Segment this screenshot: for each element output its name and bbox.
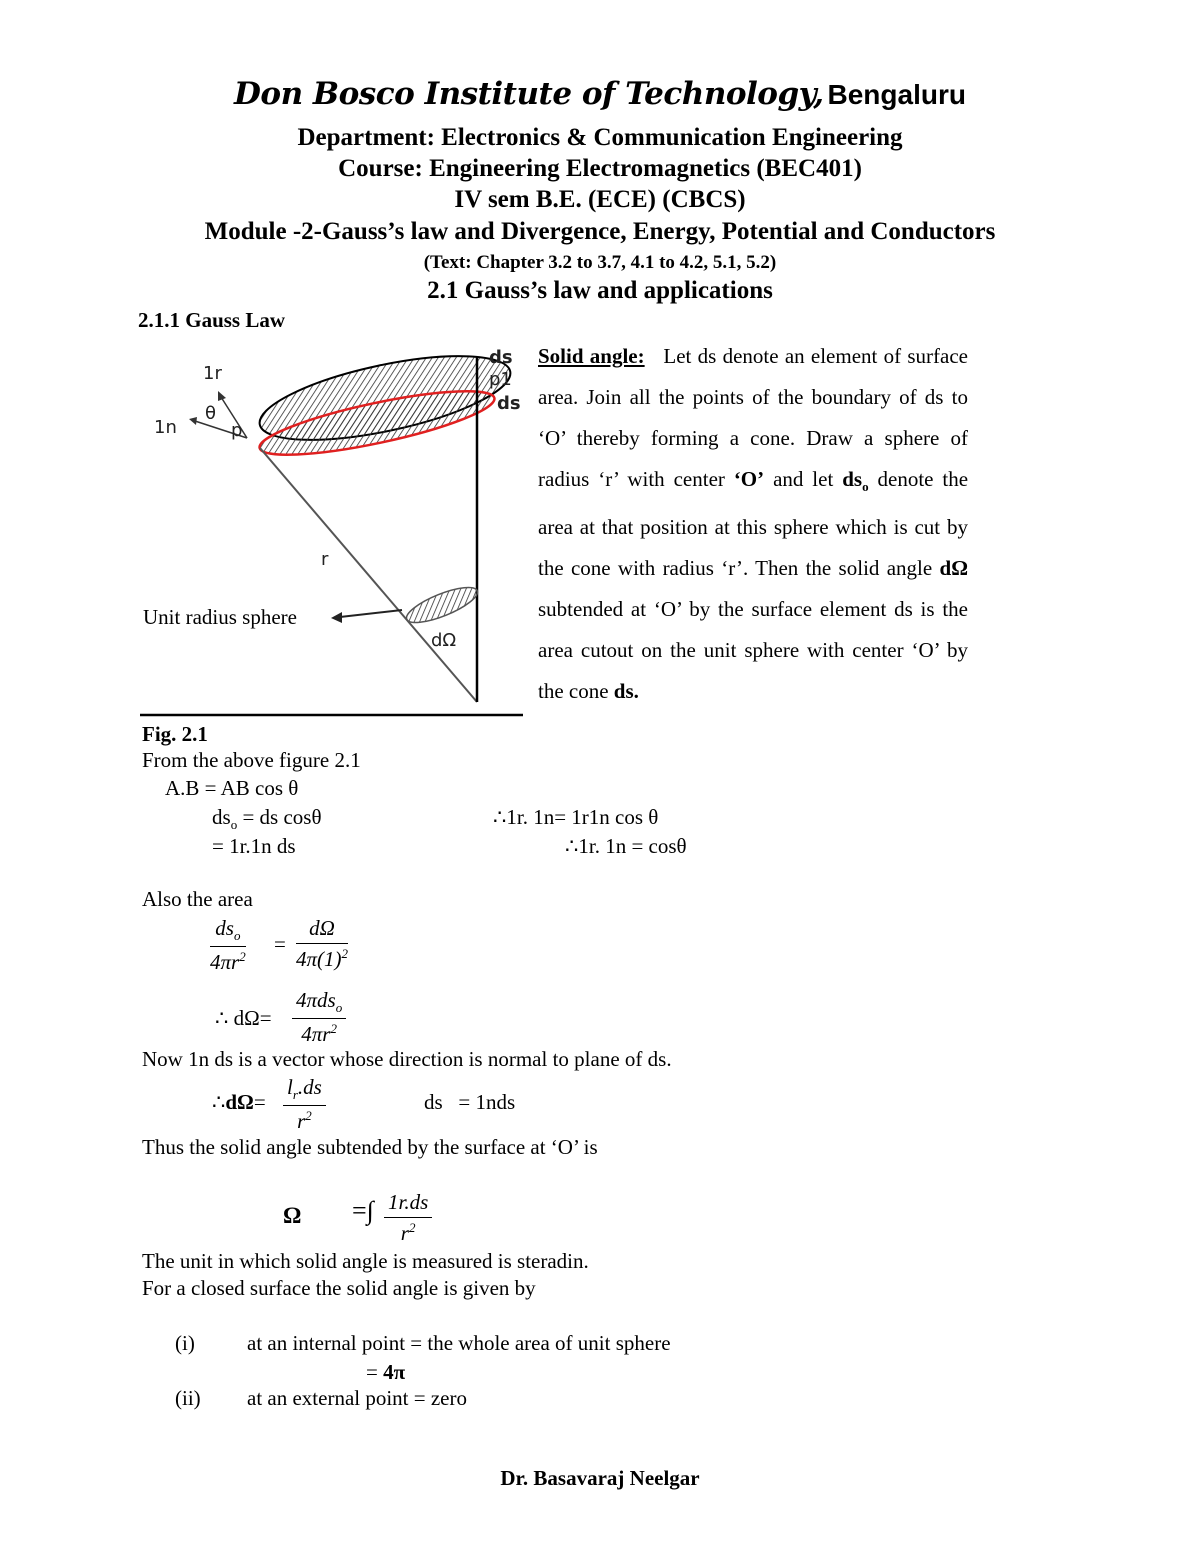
eq-sign: = (253, 1090, 266, 1114)
frac3-den-sup: 2 (330, 1021, 337, 1037)
closed-surface-text: For a closed surface the solid angle is given by (142, 1276, 536, 1300)
frac5-den: r (400, 1221, 409, 1245)
frac3-num-sub: o (335, 1000, 343, 1016)
frac1-num-sub: o (233, 928, 241, 944)
domega-bold: dΩ (225, 1090, 254, 1114)
label-d-omega: dΩ (431, 630, 457, 651)
label-ds-top: ds (489, 347, 513, 368)
item-1-text: at an internal point = the whole area of unit sphere (247, 1331, 671, 1355)
frac5-num: 1r.ds (388, 1190, 429, 1214)
frac2-den: 4π(1) (296, 947, 342, 971)
eq-costheta: ∴1r. 1n = cosθ (565, 834, 687, 858)
ds-eq-1nds: ds = 1nds (424, 1090, 516, 1114)
solid-angle-text-2: and let (773, 467, 834, 491)
cone-line (260, 448, 477, 702)
text-reference: (Text: Chapter 3.2 to 3.7, 4.1 to 4.2, 5.1, 5.2) (423, 252, 777, 273)
frac-4pidso-over-4pir2 (292, 988, 346, 1047)
label-ds-right: ds (497, 393, 521, 414)
frac2-den-sup: 2 (341, 946, 349, 961)
therefore-domega-bold (212, 1090, 266, 1115)
solid-angle-heading: Solid angle: (538, 344, 645, 368)
eq-dso (212, 805, 322, 833)
frac5-den-sup: 2 (408, 1220, 416, 1235)
item-1-eq: = (366, 1360, 378, 1384)
integral-eq: =∫ (352, 1196, 374, 1225)
item-2-text: at an external point = zero (247, 1386, 467, 1410)
frac-dso-over-4pir2 (210, 916, 246, 975)
item-2-number: (ii) (175, 1386, 201, 1410)
frac-domega-over-4pi (296, 916, 348, 972)
eq-dso-a: ds (212, 805, 231, 829)
item-1-value (366, 1360, 405, 1385)
equals-sign: = (274, 932, 286, 956)
solid-angle-ds-end: ds. (613, 679, 639, 704)
now-vector-text: Now 1n ds is a vector whose direction is normal to plane of ds. (142, 1047, 672, 1071)
also-area-text: Also the area (142, 887, 253, 911)
label-1r: 1r (203, 363, 222, 384)
eq-dot-product: A.B = AB cos θ (165, 776, 299, 800)
figure-caption: Fig. 2.1 (142, 722, 208, 746)
frac3-den: 4πr (301, 1022, 331, 1047)
footer-author: Dr. Basavaraj Neelgar (500, 1466, 700, 1490)
eq-1r1n-cos: ∴1r. 1n= 1r1n cos θ (493, 805, 659, 829)
solid-angle-dso-sub: o (862, 479, 869, 495)
therefore-domega: ∴ dΩ= (215, 1006, 272, 1030)
frac3-num: 4πds (296, 988, 336, 1012)
frac4-den: r (297, 1109, 306, 1134)
semester: IV sem B.E. (ECE) (CBCS) (454, 186, 746, 213)
frac1-den-sup: 2 (239, 949, 246, 965)
frac-1rds-over-r2 (384, 1190, 432, 1246)
frac-lrds-over-r2 (283, 1075, 326, 1134)
solid-angle-dso: ds (842, 467, 863, 491)
subsection-title: 2.1.1 Gauss Law (138, 308, 286, 332)
item-1-4pi: 4π (383, 1360, 406, 1384)
eq-1r1n-ds: = 1r.1n ds (212, 834, 296, 858)
frac1-num: ds (215, 916, 234, 940)
solid-angle-paragraph (538, 336, 968, 712)
solid-angle-text-4: subtended at ‘O’ by the surface element ds is the area cutout on the unit sphere with center ‘O’ by the cone (538, 597, 968, 704)
course: Course: Engineering Electromagnetics (BEC401) (338, 155, 862, 182)
module-title: Module -2-Gauss’s law and Divergence, Energy, Potential and Conductors (204, 218, 996, 245)
solid-angle-domega: dΩ (939, 556, 969, 581)
frac4-den-sup: 2 (305, 1108, 312, 1124)
eq-dso-sub: o (230, 817, 238, 833)
omega-symbol: Ω (283, 1203, 302, 1228)
label-r: r (321, 549, 329, 570)
solid-angle-o: ‘O’ (733, 467, 765, 491)
label-theta: θ (205, 403, 217, 424)
solid-angle-text-3: denote the area at that position at this sphere which is cut by the cone with radius ‘r’. Then the solid angle (538, 467, 969, 581)
unit-sphere-ellipse (403, 581, 482, 630)
from-figure-text: From the above figure 2.1 (142, 748, 361, 772)
label-1n: 1n (154, 417, 177, 438)
item-1-number: (i) (175, 1331, 195, 1355)
section-title: 2.1 Gauss’s law and applications (427, 277, 773, 304)
department: Department: Electronics & Communication Engineering (297, 124, 903, 151)
steradian-text: The unit in which solid angle is measured is steradin. (142, 1249, 589, 1273)
frac2-num: dΩ (309, 916, 335, 940)
label-unit-sphere: Unit radius sphere (143, 605, 297, 629)
therefore-symbol: ∴ (212, 1090, 226, 1114)
institute-name: Don Bosco Institute of Technology, (234, 76, 824, 112)
institute-title (0, 76, 1200, 112)
label-p1: p1 (489, 369, 512, 390)
frac4-num: l (287, 1075, 293, 1099)
frac4-num-b: .ds (297, 1075, 322, 1099)
frac4-num-sub: r (292, 1087, 298, 1103)
institute-city: Bengaluru (827, 79, 966, 110)
cone-figure (140, 335, 535, 720)
label-p: p (231, 420, 243, 441)
eq-dso-b: = ds cosθ (242, 805, 322, 829)
frac1-den: 4πr (210, 950, 240, 975)
thus-solid-angle-text: Thus the solid angle subtended by the surface at ‘O’ is (142, 1135, 598, 1159)
solid-angle-text-1: Let ds denote an element of surface area. Join all the points of the boundary of ds to ‘O’ thereby forming a cone. Draw a sphere of radius ‘r’ with center (538, 344, 968, 491)
